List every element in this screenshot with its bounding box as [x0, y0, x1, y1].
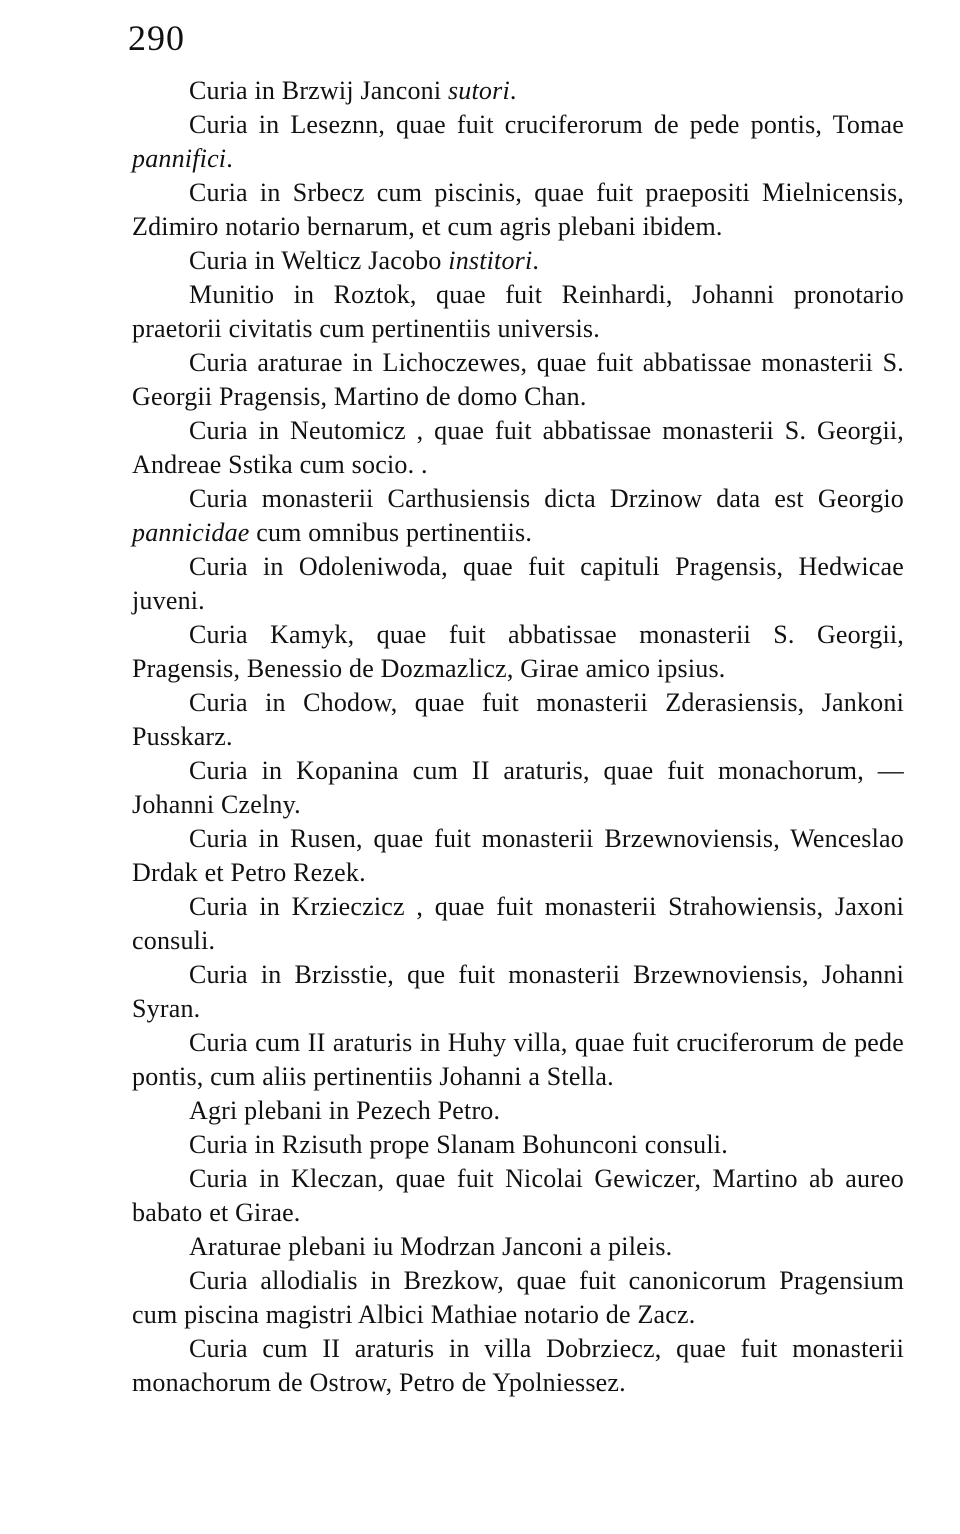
entry-list	[132, 74, 904, 1400]
entry-text: Araturae plebani iu Modrzan Janconi a pileis.	[189, 1232, 673, 1261]
entry-tail: cum omnibus pertinentiis.	[249, 518, 533, 547]
entry-paragraph	[132, 1230, 904, 1264]
entry-paragraph	[132, 1026, 904, 1094]
entry-paragraph	[132, 244, 904, 278]
entry-text: Curia in Rusen, quae fuit monasterii Brzewnoviensis, Wenceslao Drdak et Petro Rezek.	[132, 824, 904, 887]
page-number: 290	[128, 18, 185, 58]
entry-text: Curia in Odoleniwoda, quae fuit capituli Pragensis, Hedwicae juveni.	[132, 552, 904, 615]
entry-text: Curia Kamyk, quae fuit abbatissae monasterii S. Georgii, Pragensis, Benessio de Dozmazlicz, Girae amico ipsius.	[132, 620, 904, 683]
entry-paragraph	[132, 346, 904, 414]
entry-paragraph	[132, 686, 904, 754]
entry-paragraph	[132, 108, 904, 176]
entry-text: Curia in Welticz Jacobo	[189, 246, 449, 275]
entry-text: Curia cum II araturis in villa Dobrziecz, quae fuit monasterii monachorum de Ostrow, Petro de Ypolniessez.	[132, 1334, 904, 1397]
entry-tail: .	[509, 76, 517, 105]
entry-tail: .	[226, 144, 233, 173]
entry-tail: .	[532, 246, 540, 275]
entry-paragraph	[132, 176, 904, 244]
entry-paragraph	[132, 482, 904, 550]
entry-paragraph	[132, 414, 904, 482]
entry-paragraph	[132, 1264, 904, 1332]
entry-italic-term: sutori	[447, 76, 510, 105]
entry-text: Curia in Leseznn, quae fuit cruciferorum de pede pontis, Tomae	[189, 110, 904, 139]
entry-paragraph	[132, 890, 904, 958]
entry-text: Curia in Srbecz cum piscinis, quae fuit praepositi Mielnicensis, Zdimiro notario bernarum, et cum agris plebani ibidem.	[132, 178, 904, 241]
entry-italic-term: pannifici	[132, 144, 227, 173]
entry-text: Curia in Kleczan, quae fuit Nicolai Gewiczer, Martino ab aureo babato et Girae.	[132, 1164, 904, 1227]
entry-text: Curia in Brzisstie, que fuit monasterii Brzewnoviensis, Johanni Syran.	[132, 960, 904, 1023]
entry-text: Curia in Brzwij Janconi	[189, 76, 448, 105]
entry-paragraph	[132, 1332, 904, 1400]
entry-paragraph	[132, 278, 904, 346]
entry-paragraph	[132, 618, 904, 686]
entry-paragraph	[132, 822, 904, 890]
entry-paragraph	[132, 1162, 904, 1230]
entry-text: Curia monasterii Carthusiensis dicta Drzinow data est Georgio	[189, 484, 904, 513]
entry-text: Munitio in Roztok, quae fuit Reinhardi, Johanni pronotario praetorii civitatis cum pertinentiis universis.	[132, 280, 904, 343]
entry-paragraph	[132, 754, 904, 822]
entry-text: Agri plebani in Pezech Petro.	[189, 1096, 501, 1125]
entry-text: Curia in Rzisuth prope Slanam Bohunconi consuli.	[189, 1130, 728, 1159]
entry-paragraph	[132, 74, 904, 108]
entry-paragraph	[132, 1094, 904, 1128]
entry-text: Curia in Neutomicz , quae fuit abbatissae monasterii S. Georgii, Andreae Sstika cum socio. .	[132, 416, 904, 479]
entry-text: Curia in Krzieczicz , quae fuit monasterii Strahowiensis, Jaxoni consuli.	[132, 892, 904, 955]
entry-paragraph	[132, 958, 904, 1026]
entry-text: Curia araturae in Lichoczewes, quae fuit abbatissae monasterii S. Georgii Pragensis, Martino de domo Chan.	[132, 348, 904, 411]
entry-text: Curia in Chodow, quae fuit monasterii Zderasiensis, Jankoni Pusskarz.	[132, 688, 904, 751]
entry-text: Curia cum II araturis in Huhy villa, quae fuit cruciferorum de pede pontis, cum aliis pertinentiis Johanni a Stella.	[132, 1028, 904, 1091]
entry-text: Curia allodialis in Brezkow, quae fuit canonicorum Pragensium cum piscina magistri Albici Mathiae notario de Zacz.	[132, 1266, 904, 1329]
entry-paragraph	[132, 550, 904, 618]
entry-italic-term: pannicidae	[132, 518, 250, 547]
entry-italic-term: institori	[448, 246, 533, 275]
entry-text: Curia in Kopanina cum II araturis, quae fuit monachorum, — Johanni Czelny.	[132, 756, 904, 819]
entry-paragraph	[132, 1128, 904, 1162]
